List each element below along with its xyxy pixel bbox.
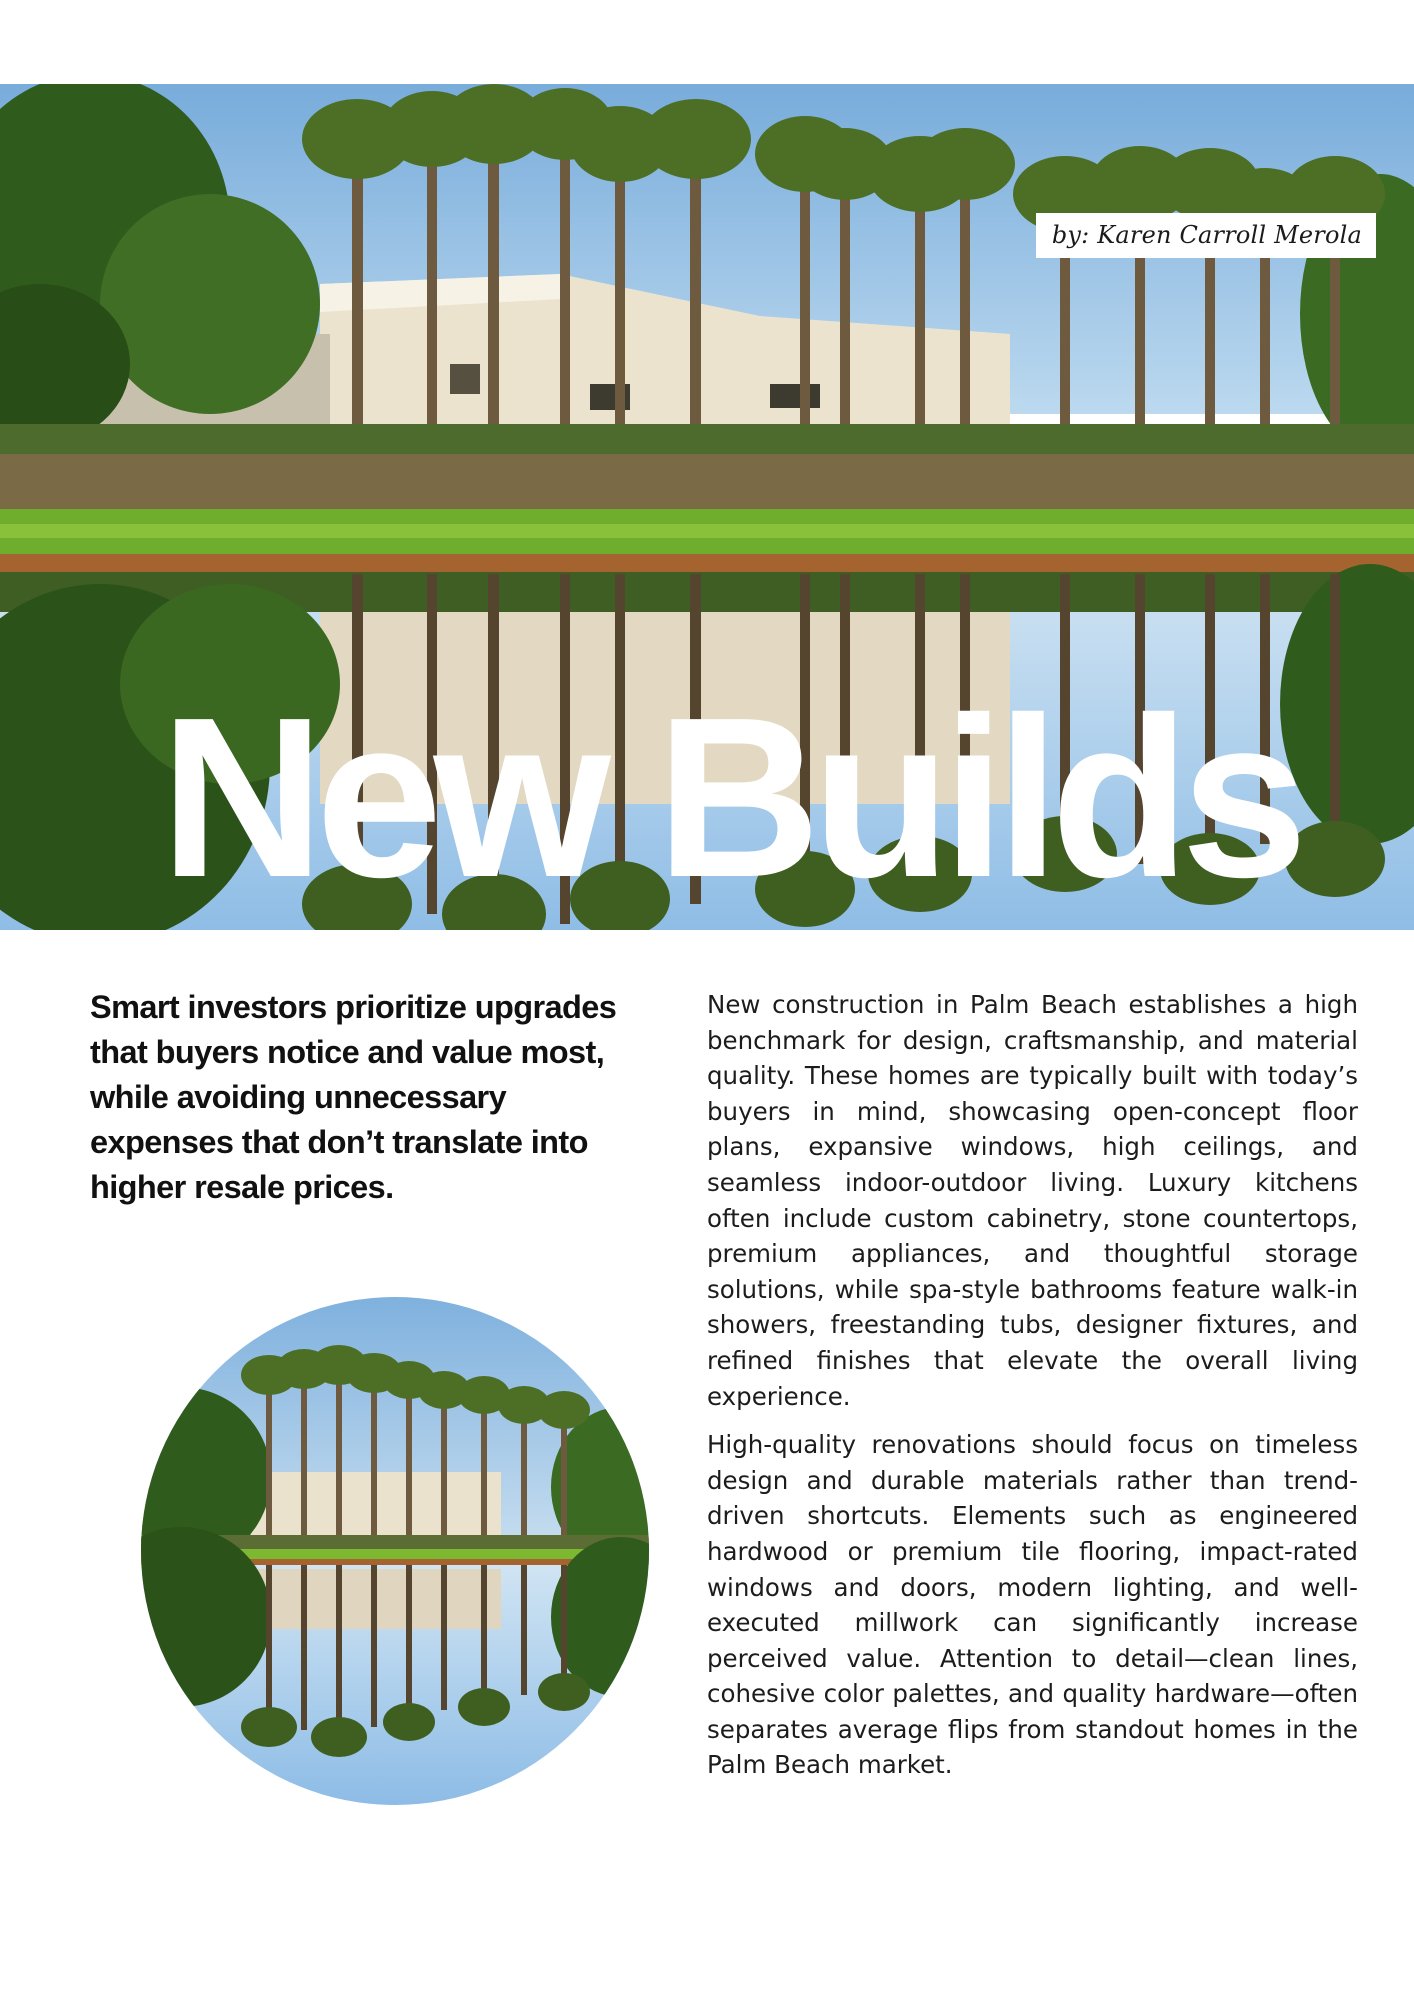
pull-quote: Smart investors prioritize upgrades that buyers notice and value most, while avoiding unnecessary expenses that don’t translate into higher resale prices.: [90, 989, 617, 1205]
author-byline: by: Karen Carroll Merola: [1036, 213, 1376, 258]
circular-photo: [141, 1297, 649, 1805]
article-body: [707, 987, 1358, 1796]
hero-image: [0, 84, 1414, 930]
hero-title: New Builds: [160, 671, 1299, 925]
palm-reflection-thumbnail: [141, 1297, 649, 1805]
article-paragraph: High-quality renovations should focus on timeless design and durable materials rather than trend-driven shortcuts. Elements such as engineered hardwood or premium tile flooring, impact-rated windows and doors, modern lighting, and well-executed millwork can significantly increase perceived value. Attention to detail—clean lines, cohesive color palettes, and quality hardware—often separates average flips from standout homes in the Palm Beach market.: [707, 1430, 1358, 1780]
article-paragraph: New construction in Palm Beach establishes a high benchmark for design, craftsmanship, and material quality. These homes are typically built with today’s buyers in mind, showcasing open-concept floor plans, expansive windows, high ceilings, and seamless indoor-outdoor living. Luxury kitchens often include custom cabinetry, stone countertops, premium appliances, and thoughtful storage solutions, while spa-style bathrooms feature walk-in showers, freestanding tubs, designer fixtures, and refined finishes that elevate the overall living experience.: [707, 990, 1358, 1411]
